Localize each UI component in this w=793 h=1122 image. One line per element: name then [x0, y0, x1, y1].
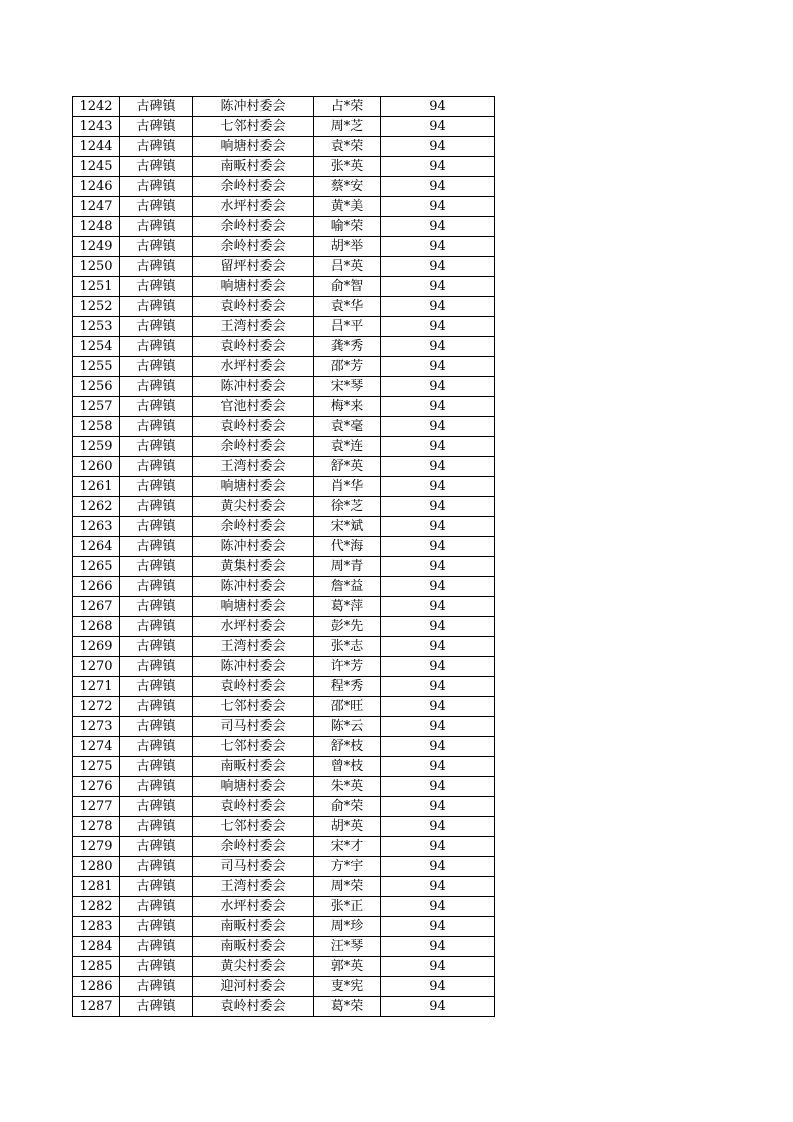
row-number-cell: 1270	[73, 657, 120, 677]
table-row	[73, 857, 495, 877]
person-name-cell: 周*荣	[314, 877, 381, 897]
row-number-cell: 1252	[73, 297, 120, 317]
person-name-cell: 舒*枝	[314, 737, 381, 757]
row-number-cell: 1278	[73, 817, 120, 837]
table-row	[73, 997, 495, 1017]
score-cell: 94	[381, 937, 495, 957]
row-number-cell: 1256	[73, 377, 120, 397]
row-number-cell: 1244	[73, 137, 120, 157]
town-cell: 古碑镇	[120, 497, 193, 517]
table-row	[73, 597, 495, 617]
row-number-cell: 1269	[73, 637, 120, 657]
row-number-cell: 1247	[73, 197, 120, 217]
village-cell: 王湾村委会	[193, 457, 314, 477]
village-cell: 响塘村委会	[193, 597, 314, 617]
person-name-cell: 袁*连	[314, 437, 381, 457]
row-number-cell: 1251	[73, 277, 120, 297]
person-name-cell: 朱*英	[314, 777, 381, 797]
row-number-cell: 1284	[73, 937, 120, 957]
row-number-cell: 1242	[73, 97, 120, 117]
table-row	[73, 937, 495, 957]
town-cell: 古碑镇	[120, 197, 193, 217]
town-cell: 古碑镇	[120, 217, 193, 237]
town-cell: 古碑镇	[120, 537, 193, 557]
score-cell: 94	[381, 477, 495, 497]
table-row	[73, 237, 495, 257]
row-number-cell: 1243	[73, 117, 120, 137]
town-cell: 古碑镇	[120, 477, 193, 497]
village-cell: 水坪村委会	[193, 897, 314, 917]
town-cell: 古碑镇	[120, 117, 193, 137]
row-number-cell: 1281	[73, 877, 120, 897]
table-row	[73, 677, 495, 697]
person-name-cell: 彭*先	[314, 617, 381, 637]
village-cell: 王湾村委会	[193, 637, 314, 657]
town-cell: 古碑镇	[120, 557, 193, 577]
town-cell: 古碑镇	[120, 737, 193, 757]
person-name-cell: 胡*举	[314, 237, 381, 257]
row-number-cell: 1283	[73, 917, 120, 937]
row-number-cell: 1268	[73, 617, 120, 637]
person-name-cell: 许*芳	[314, 657, 381, 677]
village-cell: 响塘村委会	[193, 777, 314, 797]
score-cell: 94	[381, 957, 495, 977]
town-cell: 古碑镇	[120, 357, 193, 377]
village-cell: 陈冲村委会	[193, 97, 314, 117]
village-cell: 官池村委会	[193, 397, 314, 417]
table-row	[73, 657, 495, 677]
town-cell: 古碑镇	[120, 417, 193, 437]
table-row	[73, 357, 495, 377]
table-row	[73, 157, 495, 177]
table-row	[73, 897, 495, 917]
score-cell: 94	[381, 977, 495, 997]
person-name-cell: 蔡*安	[314, 177, 381, 197]
person-name-cell: 占*荣	[314, 97, 381, 117]
person-name-cell: 胡*英	[314, 817, 381, 837]
row-number-cell: 1280	[73, 857, 120, 877]
person-name-cell: 梅*来	[314, 397, 381, 417]
town-cell: 古碑镇	[120, 257, 193, 277]
row-number-cell: 1271	[73, 677, 120, 697]
town-cell: 古碑镇	[120, 97, 193, 117]
person-name-cell: 宋*琴	[314, 377, 381, 397]
table-row	[73, 377, 495, 397]
person-name-cell: 袁*毫	[314, 417, 381, 437]
town-cell: 古碑镇	[120, 877, 193, 897]
table-row	[73, 577, 495, 597]
person-name-cell: 吕*平	[314, 317, 381, 337]
table-body	[73, 97, 495, 1017]
person-name-cell: 周*芝	[314, 117, 381, 137]
table-row	[73, 777, 495, 797]
village-cell: 袁岭村委会	[193, 337, 314, 357]
table-row	[73, 917, 495, 937]
person-name-cell: 袁*华	[314, 297, 381, 317]
person-name-cell: 邵*旺	[314, 697, 381, 717]
score-cell: 94	[381, 737, 495, 757]
village-cell: 南畈村委会	[193, 757, 314, 777]
score-cell: 94	[381, 517, 495, 537]
village-cell: 南畈村委会	[193, 157, 314, 177]
person-name-cell: 邵*芳	[314, 357, 381, 377]
table-row	[73, 517, 495, 537]
person-name-cell: 张*英	[314, 157, 381, 177]
village-cell: 留坪村委会	[193, 257, 314, 277]
table-row	[73, 877, 495, 897]
score-cell: 94	[381, 917, 495, 937]
row-number-cell: 1253	[73, 317, 120, 337]
score-cell: 94	[381, 657, 495, 677]
village-cell: 黄集村委会	[193, 557, 314, 577]
town-cell: 古碑镇	[120, 397, 193, 417]
row-number-cell: 1275	[73, 757, 120, 777]
person-name-cell: 詹*益	[314, 577, 381, 597]
row-number-cell: 1250	[73, 257, 120, 277]
table-row	[73, 437, 495, 457]
score-cell: 94	[381, 197, 495, 217]
town-cell: 古碑镇	[120, 677, 193, 697]
table-row	[73, 457, 495, 477]
village-cell: 水坪村委会	[193, 197, 314, 217]
person-name-cell: 汪*琴	[314, 937, 381, 957]
person-name-cell: 曾*枝	[314, 757, 381, 777]
town-cell: 古碑镇	[120, 377, 193, 397]
town-cell: 古碑镇	[120, 597, 193, 617]
village-cell: 迎河村委会	[193, 977, 314, 997]
village-cell: 余岭村委会	[193, 217, 314, 237]
row-number-cell: 1282	[73, 897, 120, 917]
score-cell: 94	[381, 877, 495, 897]
score-cell: 94	[381, 537, 495, 557]
town-cell: 古碑镇	[120, 337, 193, 357]
village-cell: 响塘村委会	[193, 477, 314, 497]
score-cell: 94	[381, 597, 495, 617]
table-row	[73, 257, 495, 277]
person-name-cell: 张*志	[314, 637, 381, 657]
town-cell: 古碑镇	[120, 657, 193, 677]
person-name-cell: 袁*荣	[314, 137, 381, 157]
score-cell: 94	[381, 817, 495, 837]
score-cell: 94	[381, 277, 495, 297]
score-cell: 94	[381, 637, 495, 657]
score-cell: 94	[381, 237, 495, 257]
town-cell: 古碑镇	[120, 237, 193, 257]
table-row	[73, 637, 495, 657]
person-name-cell: 徐*芝	[314, 497, 381, 517]
town-cell: 古碑镇	[120, 817, 193, 837]
person-name-cell: 舒*英	[314, 457, 381, 477]
person-name-cell: 宋*才	[314, 837, 381, 857]
person-name-cell: 龚*秀	[314, 337, 381, 357]
person-name-cell: 程*秀	[314, 677, 381, 697]
person-name-cell: 俞*智	[314, 277, 381, 297]
score-cell: 94	[381, 437, 495, 457]
score-cell: 94	[381, 577, 495, 597]
town-cell: 古碑镇	[120, 457, 193, 477]
row-number-cell: 1260	[73, 457, 120, 477]
village-cell: 黄尖村委会	[193, 497, 314, 517]
table-row	[73, 717, 495, 737]
town-cell: 古碑镇	[120, 617, 193, 637]
village-cell: 七邻村委会	[193, 697, 314, 717]
table-row	[73, 697, 495, 717]
table-row	[73, 557, 495, 577]
person-name-cell: 俞*荣	[314, 797, 381, 817]
village-cell: 响塘村委会	[193, 277, 314, 297]
person-name-cell: 肖*华	[314, 477, 381, 497]
table-row	[73, 957, 495, 977]
table-row	[73, 137, 495, 157]
score-cell: 94	[381, 137, 495, 157]
town-cell: 古碑镇	[120, 297, 193, 317]
town-cell: 古碑镇	[120, 937, 193, 957]
table-row	[73, 337, 495, 357]
row-number-cell: 1276	[73, 777, 120, 797]
person-name-cell: 喻*荣	[314, 217, 381, 237]
score-cell: 94	[381, 777, 495, 797]
village-cell: 南畈村委会	[193, 917, 314, 937]
town-cell: 古碑镇	[120, 157, 193, 177]
score-cell: 94	[381, 337, 495, 357]
town-cell: 古碑镇	[120, 317, 193, 337]
row-number-cell: 1273	[73, 717, 120, 737]
table-row	[73, 837, 495, 857]
row-number-cell: 1279	[73, 837, 120, 857]
village-cell: 袁岭村委会	[193, 997, 314, 1017]
score-cell: 94	[381, 377, 495, 397]
row-number-cell: 1254	[73, 337, 120, 357]
row-number-cell: 1286	[73, 977, 120, 997]
score-cell: 94	[381, 97, 495, 117]
table-row	[73, 737, 495, 757]
village-cell: 袁岭村委会	[193, 677, 314, 697]
village-cell: 陈冲村委会	[193, 657, 314, 677]
score-cell: 94	[381, 417, 495, 437]
village-cell: 王湾村委会	[193, 317, 314, 337]
row-number-cell: 1258	[73, 417, 120, 437]
row-number-cell: 1255	[73, 357, 120, 377]
score-cell: 94	[381, 497, 495, 517]
row-number-cell: 1248	[73, 217, 120, 237]
village-cell: 袁岭村委会	[193, 417, 314, 437]
town-cell: 古碑镇	[120, 997, 193, 1017]
person-name-cell: 叓*宪	[314, 977, 381, 997]
table-row	[73, 277, 495, 297]
town-cell: 古碑镇	[120, 957, 193, 977]
row-number-cell: 1287	[73, 997, 120, 1017]
table-row	[73, 317, 495, 337]
village-cell: 陈冲村委会	[193, 377, 314, 397]
town-cell: 古碑镇	[120, 857, 193, 877]
person-name-cell: 代*海	[314, 537, 381, 557]
data-table	[72, 96, 495, 1017]
person-name-cell: 葛*荣	[314, 997, 381, 1017]
score-cell: 94	[381, 157, 495, 177]
person-name-cell: 吕*英	[314, 257, 381, 277]
village-cell: 水坪村委会	[193, 617, 314, 637]
row-number-cell: 1262	[73, 497, 120, 517]
score-cell: 94	[381, 717, 495, 737]
person-name-cell: 张*正	[314, 897, 381, 917]
table-row	[73, 217, 495, 237]
village-cell: 七邻村委会	[193, 117, 314, 137]
town-cell: 古碑镇	[120, 777, 193, 797]
town-cell: 古碑镇	[120, 917, 193, 937]
row-number-cell: 1263	[73, 517, 120, 537]
village-cell: 陈冲村委会	[193, 577, 314, 597]
table-row	[73, 177, 495, 197]
table-row	[73, 977, 495, 997]
table-row	[73, 297, 495, 317]
table-row	[73, 817, 495, 837]
score-cell: 94	[381, 617, 495, 637]
row-number-cell: 1257	[73, 397, 120, 417]
row-number-cell: 1259	[73, 437, 120, 457]
row-number-cell: 1272	[73, 697, 120, 717]
row-number-cell: 1264	[73, 537, 120, 557]
table-row	[73, 537, 495, 557]
person-name-cell: 方*宇	[314, 857, 381, 877]
score-cell: 94	[381, 317, 495, 337]
row-number-cell: 1274	[73, 737, 120, 757]
person-name-cell: 周*珍	[314, 917, 381, 937]
row-number-cell: 1245	[73, 157, 120, 177]
town-cell: 古碑镇	[120, 757, 193, 777]
town-cell: 古碑镇	[120, 897, 193, 917]
score-cell: 94	[381, 897, 495, 917]
row-number-cell: 1285	[73, 957, 120, 977]
table-row	[73, 797, 495, 817]
village-cell: 王湾村委会	[193, 877, 314, 897]
person-name-cell: 宋*斌	[314, 517, 381, 537]
score-cell: 94	[381, 797, 495, 817]
score-cell: 94	[381, 557, 495, 577]
score-cell: 94	[381, 837, 495, 857]
town-cell: 古碑镇	[120, 637, 193, 657]
table-row	[73, 477, 495, 497]
row-number-cell: 1267	[73, 597, 120, 617]
table-row	[73, 397, 495, 417]
row-number-cell: 1261	[73, 477, 120, 497]
score-cell: 94	[381, 217, 495, 237]
village-cell: 司马村委会	[193, 857, 314, 877]
village-cell: 七邻村委会	[193, 817, 314, 837]
score-cell: 94	[381, 677, 495, 697]
row-number-cell: 1249	[73, 237, 120, 257]
town-cell: 古碑镇	[120, 437, 193, 457]
person-name-cell: 郭*英	[314, 957, 381, 977]
village-cell: 陈冲村委会	[193, 537, 314, 557]
table-row	[73, 197, 495, 217]
village-cell: 黄尖村委会	[193, 957, 314, 977]
person-name-cell: 周*青	[314, 557, 381, 577]
town-cell: 古碑镇	[120, 177, 193, 197]
score-cell: 94	[381, 997, 495, 1017]
village-cell: 余岭村委会	[193, 177, 314, 197]
score-cell: 94	[381, 357, 495, 377]
person-name-cell: 陈*云	[314, 717, 381, 737]
score-cell: 94	[381, 457, 495, 477]
person-name-cell: 黄*美	[314, 197, 381, 217]
village-cell: 七邻村委会	[193, 737, 314, 757]
table-row	[73, 617, 495, 637]
town-cell: 古碑镇	[120, 517, 193, 537]
row-number-cell: 1266	[73, 577, 120, 597]
table-row	[73, 97, 495, 117]
row-number-cell: 1246	[73, 177, 120, 197]
town-cell: 古碑镇	[120, 977, 193, 997]
person-name-cell: 葛*萍	[314, 597, 381, 617]
village-cell: 响塘村委会	[193, 137, 314, 157]
village-cell: 余岭村委会	[193, 517, 314, 537]
village-cell: 余岭村委会	[193, 237, 314, 257]
row-number-cell: 1265	[73, 557, 120, 577]
village-cell: 余岭村委会	[193, 837, 314, 857]
score-cell: 94	[381, 397, 495, 417]
score-cell: 94	[381, 257, 495, 277]
town-cell: 古碑镇	[120, 577, 193, 597]
score-cell: 94	[381, 857, 495, 877]
score-cell: 94	[381, 757, 495, 777]
score-cell: 94	[381, 697, 495, 717]
village-cell: 司马村委会	[193, 717, 314, 737]
village-cell: 余岭村委会	[193, 437, 314, 457]
town-cell: 古碑镇	[120, 837, 193, 857]
town-cell: 古碑镇	[120, 137, 193, 157]
score-cell: 94	[381, 297, 495, 317]
village-cell: 水坪村委会	[193, 357, 314, 377]
town-cell: 古碑镇	[120, 717, 193, 737]
village-cell: 袁岭村委会	[193, 797, 314, 817]
table-row	[73, 757, 495, 777]
score-cell: 94	[381, 177, 495, 197]
town-cell: 古碑镇	[120, 797, 193, 817]
village-cell: 袁岭村委会	[193, 297, 314, 317]
score-cell: 94	[381, 117, 495, 137]
table-row	[73, 417, 495, 437]
table-row	[73, 117, 495, 137]
table-row	[73, 497, 495, 517]
row-number-cell: 1277	[73, 797, 120, 817]
town-cell: 古碑镇	[120, 697, 193, 717]
town-cell: 古碑镇	[120, 277, 193, 297]
village-cell: 南畈村委会	[193, 937, 314, 957]
